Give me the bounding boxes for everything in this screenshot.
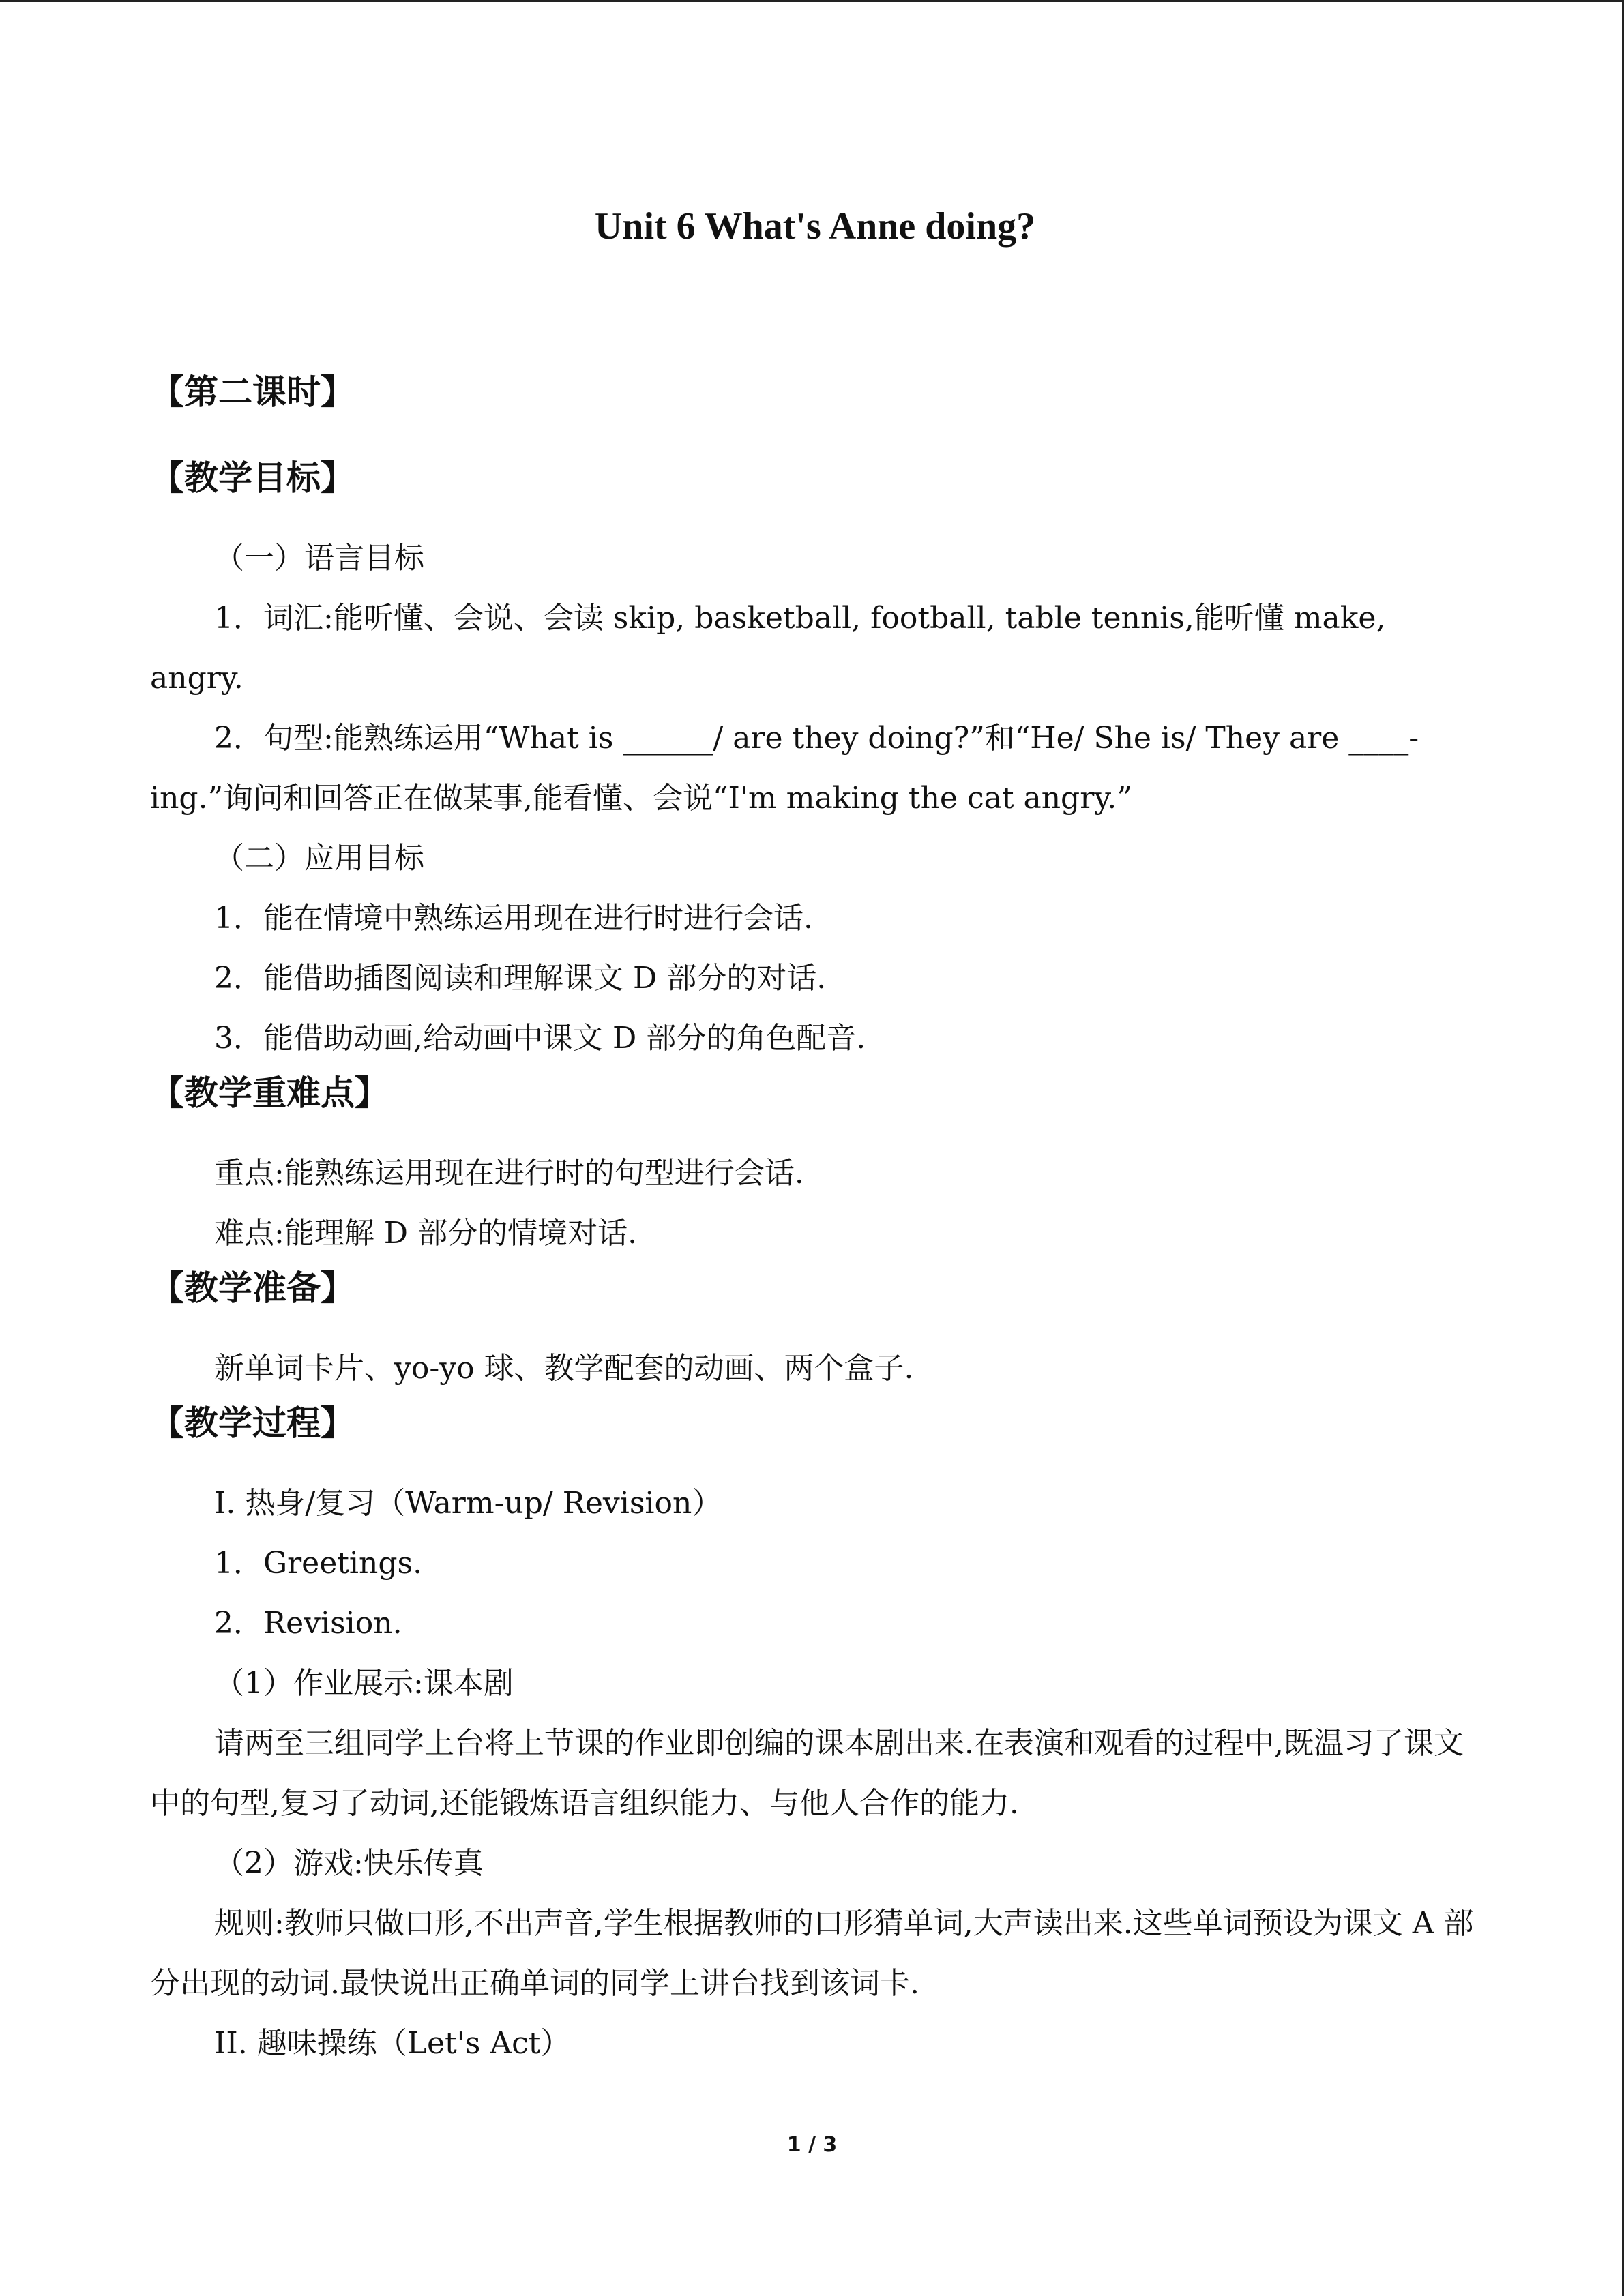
application-goal-2: 2．能借助插图阅读和理解课文 D 部分的对话. — [214, 961, 827, 996]
key-points-heading: 【教学重难点】 — [150, 1073, 389, 1113]
lesson-heading: 【第二课时】 — [150, 372, 355, 412]
process-revision: 2．Revision. — [214, 1606, 402, 1641]
language-goal-2: 2．句型:能熟练运用“What is ______/ are they doing?”和“He/ She is/ They are ____-ing.”询问和回答正在做某事,能看懂、会说“I'm making the cat angry.” — [150, 721, 1419, 816]
top-border — [0, 0, 1624, 2]
process-sub-2-text: 规则:教师只做口形,不出声音,学生根据教师的口形猜单词,大声读出来.这些单词预设为课文 A 部分出现的动词.最快说出正确单词的同学上讲台找到该词卡. — [150, 1906, 1474, 2001]
process-greetings: 1．Greetings. — [214, 1546, 423, 1581]
language-goal-title: （一）语言目标 — [214, 541, 424, 576]
process-heading: 【教学过程】 — [150, 1403, 355, 1443]
preparation-heading: 【教学准备】 — [150, 1268, 355, 1308]
key-point-important: 重点:能熟练运用现在进行时的句型进行会话. — [214, 1156, 804, 1191]
page-title: Unit 6 What's Anne doing? — [594, 205, 1036, 248]
objectives-heading: 【教学目标】 — [150, 458, 355, 498]
process-sub-1-text: 请两至三组同学上台将上节课的作业即创编的课本剧出来.在表演和观看的过程中,既温习了课文中的句型,复习了动词,还能锻炼语言组织能力、与他人合作的能力. — [150, 1726, 1464, 1821]
process-sub-2-title: （2）游戏:快乐传真 — [214, 1846, 484, 1881]
process-step-1: I. 热身/复习（Warm-up/ Revision） — [214, 1486, 722, 1521]
application-goal-title: （二）应用目标 — [214, 841, 424, 876]
application-goal-3: 3．能借助动画,给动画中课文 D 部分的角色配音. — [214, 1021, 866, 1056]
language-goal-1: 1．词汇:能听懂、会说、会读 skip, basketball, football, table tennis,能听懂 make, angry. — [150, 601, 1386, 696]
application-goal-1: 1．能在情境中熟练运用现在进行时进行会话. — [214, 901, 813, 936]
document-page — [150, 205, 1480, 2074]
preparation-text: 新单词卡片、yo-yo 球、教学配套的动画、两个盒子. — [214, 1351, 914, 1386]
process-sub-1-title: （1）作业展示:课本剧 — [214, 1666, 514, 1701]
page-number: 1 / 3 — [786, 2133, 838, 2157]
key-point-difficult: 难点:能理解 D 部分的情境对话. — [214, 1216, 638, 1251]
process-step-2: II. 趣味操练（Let's Act） — [214, 2026, 571, 2061]
